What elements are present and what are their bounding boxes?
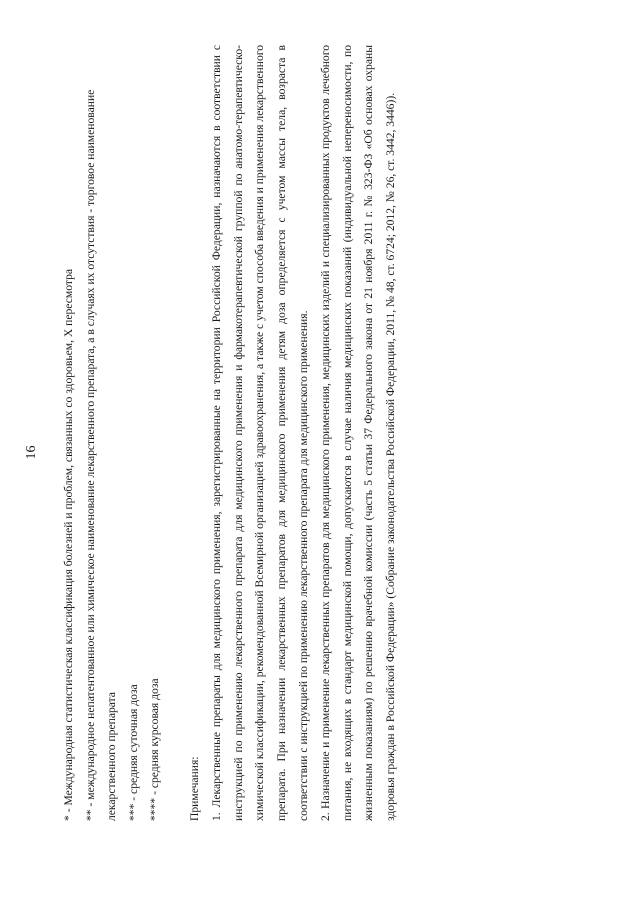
footnotes-list bbox=[58, 41, 166, 821]
note-item-2: 2. Назначение и применение лекарственных препаратов для медицинского применения, медицинских изделий и специализированных продуктов лечебного питания, не входящих в стандарт медицинской помощи, допускаются в случае наличия медицинских показаний (индивидуальной непереносимости, по жизненным показаниям) по решению врачебной комиссии (часть 5 статьи 37 Федерального закона от 21 ноября 2011 г. № 323-ФЗ «Об основах охраны здоровья граждан в Российской Федерации» (Собрание законодательства Российской Федерации, 2011, № 48, ст. 6724; 2012, № 26, ст. 3442, 3446)). bbox=[318, 45, 398, 821]
footnote-daily-dose: *** - средняя суточная доза bbox=[126, 684, 140, 821]
page-number: 16 bbox=[24, 445, 39, 460]
footnote-inn: ** - международное непатентованное или химическое наименование лекарственного препарата, а в случаях их отсутствия - торговое наименование лекарственного препарата bbox=[83, 89, 118, 821]
footnote-icd: * - Международная статистическая классификация болезней и проблем, связанных со здоровьем, X пересмотра bbox=[62, 268, 75, 821]
note-item-1: 1. Лекарственные препараты для медицинского применения, зарегистрированные на территории Российской Федерации, назначаются в соответствии с инструкцией по применению лекарственного препарата для медицинского применения и фармакотерапевтической группой по анатомо-терапевтическо-химической классификации, рекомендованной Всемирной организацией здравоохранения, а также с учетом способа введения и применения лекарственного препарата. При назначении лекарственных препаратов для медицинского применения детям доза определяется с учетом массы тела, возраста в соответствии с инструкцией по применению лекарственного препарата для медицинского применения. bbox=[209, 45, 310, 821]
notes-heading: Примечания: bbox=[188, 756, 201, 821]
notes-section bbox=[184, 45, 402, 821]
footnote-course-dose: **** - средняя курсовая доза bbox=[148, 678, 161, 821]
